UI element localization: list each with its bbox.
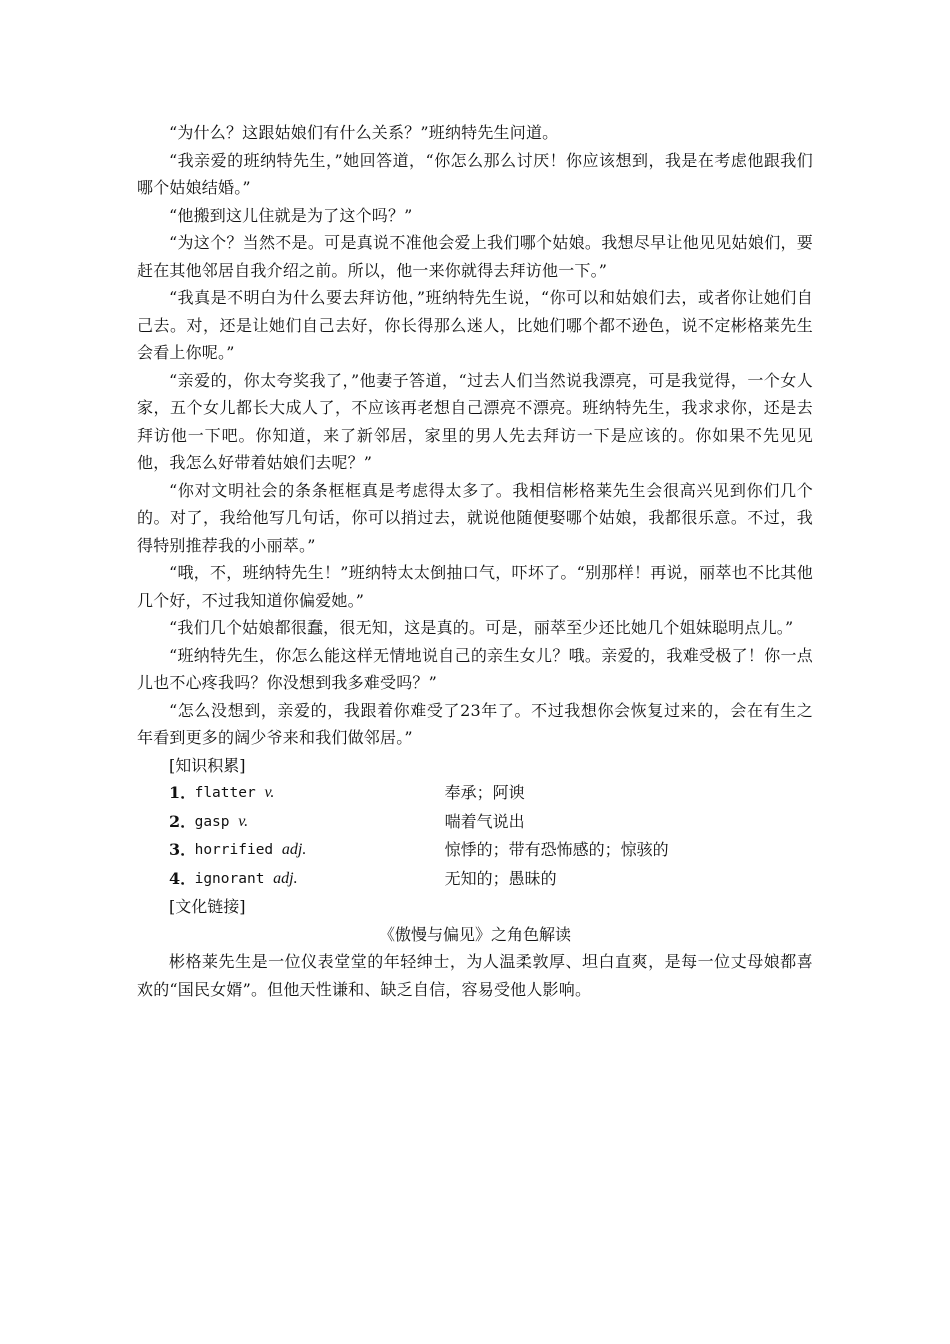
vocab-item [137, 836, 813, 865]
vocab-part-of-speech: adj. [273, 869, 298, 887]
culture-title: 《傲慢与偏见》之角色解读 [378, 924, 571, 944]
vocab-number: 3． [169, 840, 197, 859]
vocab-item [137, 779, 813, 808]
document-page [137, 119, 813, 1003]
dialogue-paragraph-9: “我们几个姑娘都很蠢，很无知，这是真的。可是，丽萃至少还比她几个姐妹聪明点儿。” [169, 618, 794, 637]
dialogue-paragraph-1: “为什么？这跟姑娘们有什么关系？”班纳特先生问道。 [169, 123, 559, 142]
dialogue-paragraph-10: “班纳特先生，你怎么能这样无情地说自己的亲生女儿？哦。亲爱的，我难受极了！你一点儿也不心疼我吗？你没想到我多难受吗？” [137, 645, 813, 692]
vocab-meaning: 惊悸的；带有恐怖感的；惊骇的 [444, 840, 669, 859]
dialogue-paragraph-7: “你对文明社会的条条框框真是考虑得太多了。我相信彬格莱先生会很高兴见到你们几个的。对了，我给他写几句话，你可以捎过去，就说他随便娶哪个姑娘，我都很乐意。不过，我得特别推荐我的小丽萃。” [137, 480, 813, 555]
vocab-part-of-speech: v. [264, 784, 275, 801]
dialogue-paragraph-2: “我亲爱的班纳特先生，”她回答道，“你怎么那么讨厌！你应该想到，我是在考虑他跟我们哪个姑娘结婚。” [137, 150, 813, 197]
vocab-meaning: 奉承；阿谀 [444, 783, 525, 802]
vocab-part-of-speech: v. [238, 812, 249, 830]
vocab-word [195, 865, 445, 894]
vocab-part-of-speech: adj. [281, 841, 307, 858]
dialogue-paragraph-3: “他搬到这儿住就是为了这个吗？” [169, 205, 413, 225]
vocab-meaning: 无知的；愚昧的 [444, 868, 557, 888]
vocab-word-text: horrified [194, 842, 282, 858]
vocab-word-text: ignorant [194, 870, 274, 887]
vocab-word [195, 836, 445, 865]
vocab-item [137, 865, 813, 894]
vocab-word [195, 808, 445, 837]
vocab-number: 2． [169, 811, 197, 831]
vocab-number: 4． [169, 868, 197, 888]
vocab-number: 1． [169, 783, 197, 802]
dialogue-paragraph-4: “为这个？当然不是。可是真说不准他会爱上我们哪个姑娘。我想尽早让他见见姑娘们，要赶在其他邻居自我介绍之前。所以，他一来你就得去拜访他一下。” [137, 233, 813, 280]
culture-paragraph: 彬格莱先生是一位仪表堂堂的年轻绅士，为人温柔敦厚、坦白直爽，是每一位丈母娘都喜欢的“国民女婿”。但他天性谦和、缺乏自信，容易受他人影响。 [137, 952, 813, 999]
vocab-item [137, 808, 813, 837]
dialogue-paragraph-6: “亲爱的，你太夸奖我了，”他妻子答道，“过去人们当然说我漂亮，可是我觉得，一个女人家，五个女儿都长大成人了，不应该再老想自己漂亮不漂亮。班纳特先生，我求求你，还是去拜访他一下吧。你知道，来了新邻居，家里的男人先去拜访一下是应该的。你如果不先见见他，我怎么好带着姑娘们去呢？” [137, 370, 813, 472]
dialogue-paragraph-8: “哦，不，班纳特先生！”班纳特太太倒抽口气，吓坏了。“别那样！再说，丽萃也不比其他几个好，不过我知道你偏爱她。” [137, 563, 813, 610]
vocab-word [195, 779, 445, 808]
culture-section-label: [文化链接] [169, 897, 246, 916]
dialogue-paragraph-5: “我真是不明白为什么要去拜访他，”班纳特先生说，“你可以和姑娘们去，或者你让她们自己去。对，还是让她们自己去好，你长得那么迷人，比她们哪个都不逊色，说不定彬格莱先生会看上你呢。” [137, 288, 813, 362]
vocab-word-text: flatter [194, 785, 265, 801]
knowledge-section-label: [知识积累] [169, 755, 246, 775]
vocab-word-text: gasp [194, 813, 239, 830]
vocab-meaning: 喘着气说出 [444, 811, 525, 831]
dialogue-paragraph-11: “怎么没想到，亲爱的，我跟着你难受了23年了。不过我想你会恢复过来的，会在有生之年看到更多的阔少爷来和我们做邻居。” [137, 700, 813, 747]
